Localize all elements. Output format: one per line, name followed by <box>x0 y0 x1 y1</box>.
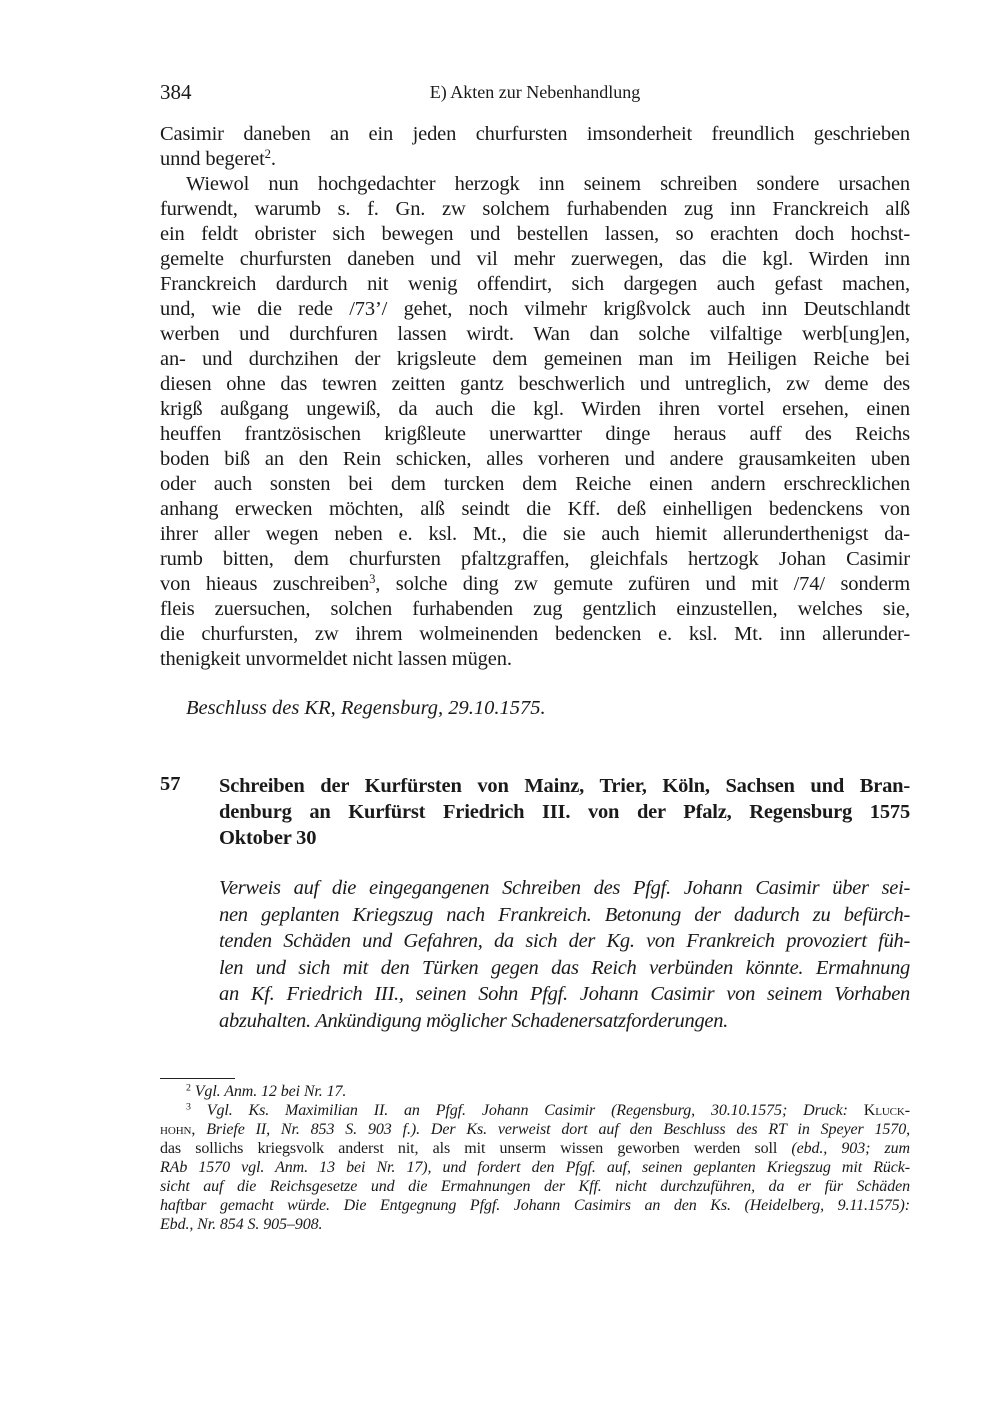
text-line <box>160 597 910 622</box>
text-segment: Kluck- <box>863 1102 910 1119</box>
text-line <box>219 955 910 982</box>
text-line <box>160 147 910 172</box>
text-line <box>160 1082 910 1101</box>
text-line <box>160 1196 910 1215</box>
text-segment: RAb 1570 vgl. Anm. 13 bei Nr. 17), und fordert den Pfgf. auf, seinen geplanten Kriegszug mit Rück- <box>160 1159 910 1176</box>
text-segment: (ebd., 903; zum <box>791 1140 910 1157</box>
text-line <box>160 122 910 147</box>
text-segment: an Kf. Friedrich III., seinen Sohn Pfgf. Johann Casimir von seinem Vorhaben <box>219 983 910 1005</box>
text-segment: die churfursten, zw ihrem wolmeinenden bedencken e. ksl. Mt. inn allerunder- <box>160 623 910 645</box>
text-line <box>160 1177 910 1196</box>
text-segment: das sollichs kriegsvolk anderst nit, als mit unserm wissen geworben werden soll <box>160 1140 792 1157</box>
text-line <box>160 1101 910 1120</box>
text-line <box>160 372 910 397</box>
text-segment: denburg an Kurfürst Friedrich III. von der Pfalz, Regensburg 1575 <box>219 801 910 823</box>
text-line <box>219 928 910 955</box>
page-number: 384 <box>160 80 192 104</box>
text-segment: Schreiben der Kurfürsten von Mainz, Trier, Köln, Sachsen und Bran- <box>219 775 910 797</box>
text-segment: oder auch sonsten bei dem turcken dem Reiche einen andern erschrecklichen <box>160 473 910 495</box>
text-line <box>160 347 910 372</box>
text-line <box>160 522 910 547</box>
text-line <box>160 1215 910 1234</box>
footnotes <box>160 1082 910 1234</box>
footnote-ref: 2 <box>264 147 271 162</box>
text-line <box>160 247 910 272</box>
text-line <box>160 272 910 297</box>
text-segment: abzuhalten. Ankündigung möglicher Schadenersatzforderungen. <box>219 1009 728 1032</box>
text-line <box>160 222 910 247</box>
text-segment: ein feldt obrister sich bewegen und bestellen lassen, so erachten doch hochst- <box>160 223 910 245</box>
text-line <box>219 799 910 825</box>
signature-line: Beschluss des KR, Regensburg, 29.10.1575. <box>186 697 546 719</box>
text-segment: Franckreich dardurch nit wenig offendirt, sich dargegen auch gefast machen, <box>160 273 910 295</box>
text-segment: Briefe II, Nr. 853 S. 903 f.). Der Ks. verweist dort auf den Beschluss des RT in Speyer 1570, <box>206 1121 910 1138</box>
text-segment: tenden Schäden und Gefahren, da sich der Kg. von Frankreich provoziert füh- <box>219 930 910 952</box>
text-segment: anhang erwecken möchten, alß seindt die Kff. deß einhelligen bedenckens von <box>160 498 910 520</box>
text-line <box>219 1008 910 1035</box>
text-segment: hohn <box>160 1121 192 1138</box>
text-line <box>160 497 910 522</box>
text-segment: ihrer aller wegen neben e. ksl. Mt., die sie auch hiemit allerunderthenigst da- <box>160 523 910 545</box>
document-number: 57 <box>160 773 181 795</box>
text-line <box>160 422 910 447</box>
text-segment: haftbar gemacht würde. Die Entgegnung Pfgf. Johann Casimirs an den Ks. (Heidelberg, 9.11.1575): <box>160 1197 910 1214</box>
text-segment: Wiewol nun hochgedachter herzogk inn seinem schreiben sondere ursachen <box>186 173 910 195</box>
text-segment: gemelte churfursten daneben und vil mehr zuerwegen, das die kgl. Wirden inn <box>160 248 910 270</box>
text-segment: boden biß an den Rein schicken, alles vorheren und andere grausamkeiten uben <box>160 448 910 470</box>
text-segment: Vgl. Anm. 12 bei Nr. 17. <box>190 1083 347 1100</box>
text-line <box>160 197 910 222</box>
text-line <box>160 397 910 422</box>
text-line <box>160 1120 910 1139</box>
text-line <box>160 647 910 672</box>
running-title: E) Akten zur Nebenhandlung <box>429 82 641 102</box>
text-segment: Oktober 30 <box>219 827 317 849</box>
footnote-rule <box>160 1078 235 1079</box>
text-segment: und, wie die rede /73’/ gehet, noch vilmehr krigßvolck auch inn Deutschlandt <box>160 298 910 320</box>
text-segment: unnd begeret <box>160 148 265 170</box>
text-segment: fleis zuersuchen, solchen furhabenden zug gentzlich einzustellen, welches sie, <box>160 598 910 620</box>
text-segment: Ebd., Nr. 854 S. 905–908. <box>160 1216 323 1233</box>
text-segment: nen geplanten Kriegszug nach Frankreich. Betonung der dadurch zu befürch- <box>219 903 910 926</box>
text-line <box>160 1158 910 1177</box>
text-segment: len und sich mit den Türken gegen das Reich verbünden könnte. Ermahnung <box>219 956 910 979</box>
text-line <box>160 547 910 572</box>
text-line <box>160 572 910 597</box>
document-title <box>219 773 910 851</box>
text-segment: . <box>270 148 276 170</box>
text-segment: rumb bitten, dem churfursten pfaltzgraffen, gleichfals hertzogk Johan Casimir <box>160 548 910 570</box>
text-segment: von hieaus zuschreiben <box>160 573 370 595</box>
footnote-ref: 2 <box>186 1082 191 1094</box>
text-segment: krigß außgang ungewiß, da auch die kgl. Wirden ihren vortel ersehen, einen <box>160 398 910 420</box>
text-segment: , solche ding zw gemute zufüren und mit /74/ sonderm <box>375 573 911 595</box>
text-line <box>219 773 910 799</box>
text-line <box>160 472 910 497</box>
text-segment: Verweis auf die eingegangenen Schreiben des Pfgf. Johann Casimir über sei- <box>219 877 910 899</box>
text-line <box>219 981 910 1008</box>
text-line <box>160 297 910 322</box>
text-segment: diesen ohne das tewren zeitten gantz beschwerlich und untreglich, zw deme des <box>160 373 910 395</box>
text-line <box>219 825 910 851</box>
text-segment: furwendt, warumb s. f. Gn. zw solchem furhabenden zug inn Franckreich alß <box>160 198 910 220</box>
text-segment: Casimir daneben an ein jeden churfursten imsonderheit freundlich geschrieben <box>160 123 910 145</box>
text-segment: Vgl. Ks. Maximilian II. an Pfgf. Johann Casimir (Regensburg, 30.10.1575; Druck: <box>190 1102 864 1119</box>
footnote-ref: 3 <box>369 572 376 587</box>
text-segment: heuffen frantzösischen krigßleute unerwartter dinge heraus auff des Reichs <box>160 423 910 445</box>
body-text <box>160 122 910 672</box>
text-line <box>160 447 910 472</box>
text-line <box>160 622 910 647</box>
text-line <box>219 875 910 902</box>
text-line <box>160 322 910 347</box>
document-abstract <box>219 875 910 1034</box>
text-line <box>219 902 910 929</box>
text-segment: sicht auf die Reichsgesetze und die Ermahnungen der Kff. nicht durchzuführen, da er für Schäden <box>160 1178 910 1195</box>
footnote-ref: 3 <box>186 1101 191 1113</box>
text-line <box>160 172 910 197</box>
text-segment: , <box>191 1121 207 1138</box>
text-line <box>160 1139 910 1158</box>
text-segment: an- und durchzihen der krigsleute dem gemeinen man im Heiligen Reiche bei <box>160 348 910 370</box>
text-segment: werben und durchfuren lassen wirdt. Wan dan solche vilfaltige werb[ung]en, <box>160 323 910 345</box>
text-segment: thenigkeit unvormeldet nicht lassen mügen. <box>160 648 512 670</box>
